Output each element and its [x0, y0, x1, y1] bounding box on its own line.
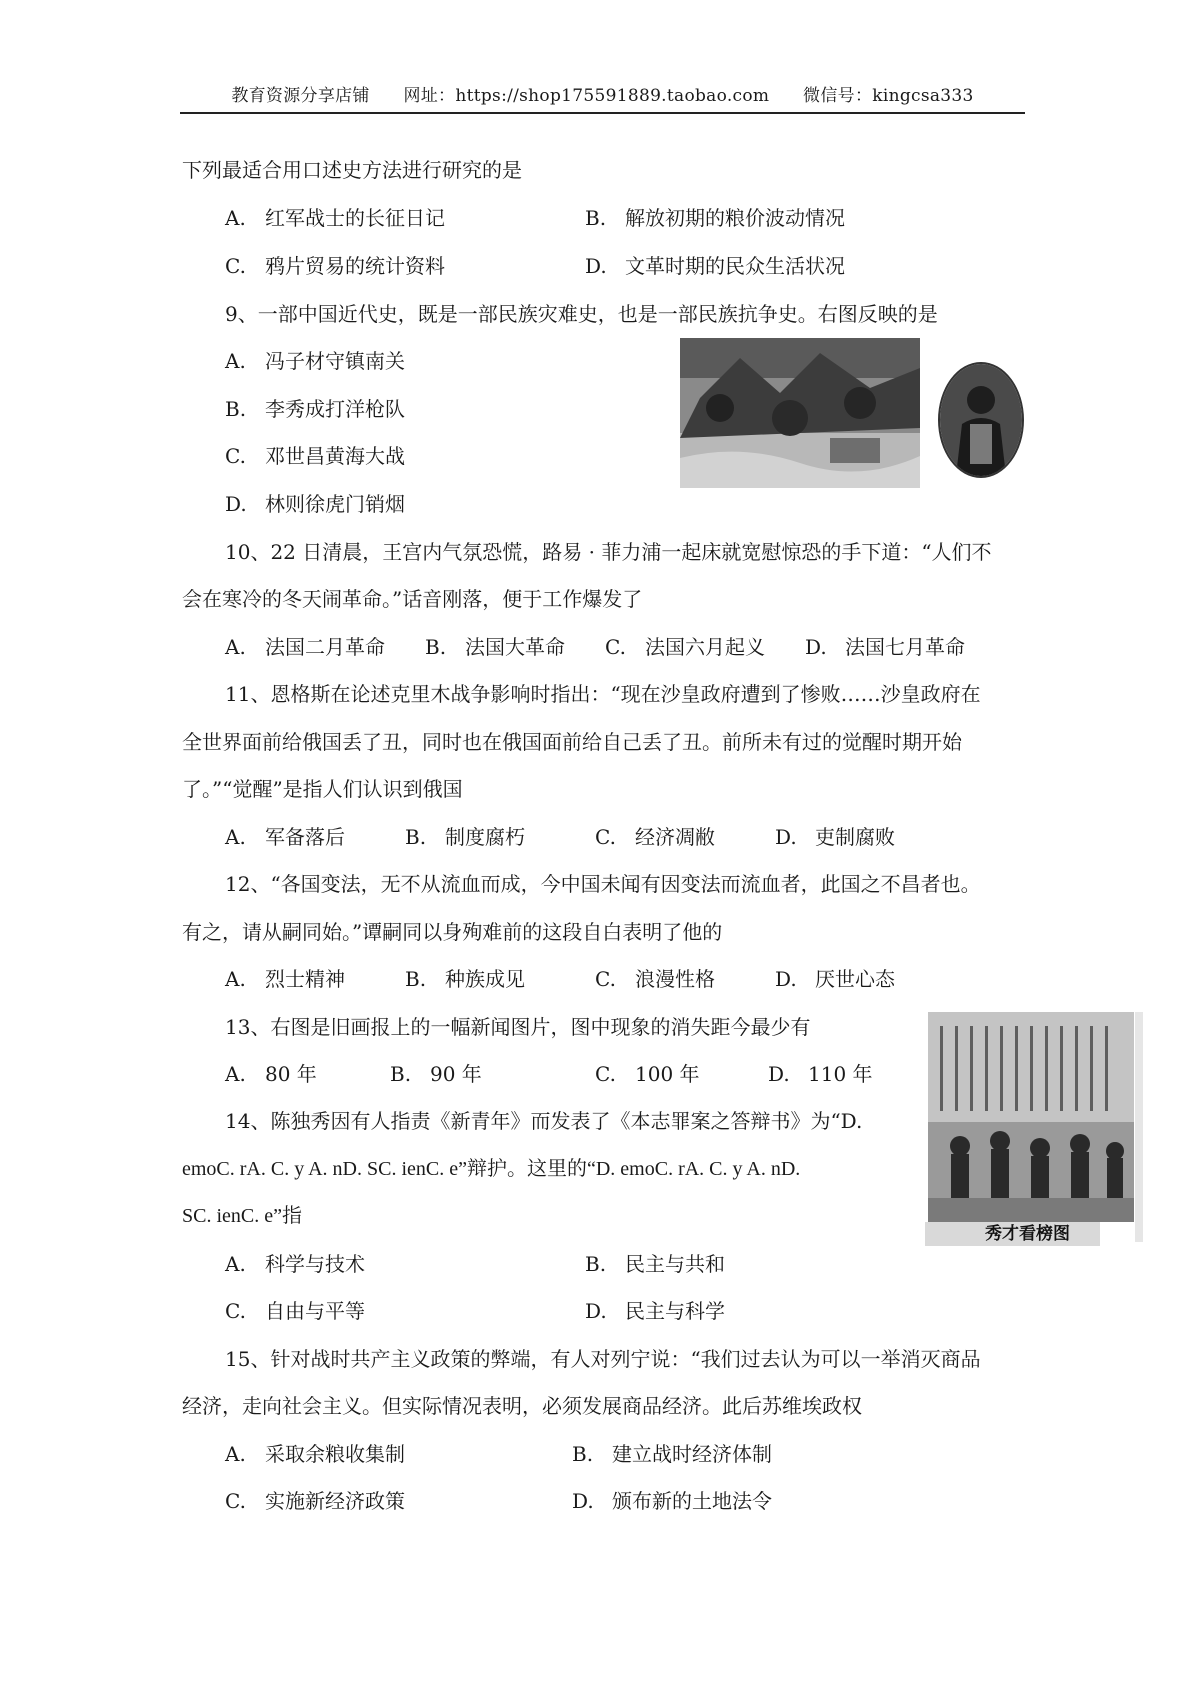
option-text: 邓世昌黄海大战: [265, 444, 405, 468]
q11-option-c: [595, 823, 715, 851]
option-key: B.: [572, 1442, 594, 1466]
option-text: 颁布新的土地法令: [612, 1489, 772, 1513]
option-key: C.: [225, 254, 246, 278]
option-text: 法国七月革命: [845, 635, 965, 659]
q12-option-d: [775, 965, 895, 993]
q15-stem-line2: 经济，走向社会主义。但实际情况表明，必须发展商品经济。此后苏维埃政权: [182, 1394, 862, 1418]
q10-option-c: [605, 633, 765, 661]
option-text: 100 年: [635, 1062, 700, 1086]
option-text: 自由与平等: [265, 1299, 365, 1323]
option-text: 90 年: [430, 1062, 482, 1086]
option-text: 80 年: [265, 1062, 317, 1086]
option-text: 法国大革命: [465, 635, 565, 659]
option-key: A.: [225, 1252, 246, 1276]
q10-option-d: [805, 633, 965, 661]
q10-stem-line1: 10、22 日清晨，王宫内气氛恐慌，路易 · 菲力浦一起床就宽慰惊恐的手下道：“人们不: [225, 540, 992, 564]
q14-option-c: [225, 1297, 365, 1325]
option-text: 采取余粮收集制: [265, 1442, 405, 1466]
q10-option-a: [225, 633, 385, 661]
q8-option-c: [225, 252, 445, 280]
option-text: 军备落后: [265, 825, 345, 849]
q9-option-b: [225, 395, 405, 423]
option-text: 110 年: [808, 1062, 873, 1086]
option-key: B.: [585, 1252, 607, 1276]
q9-option-a: [225, 347, 405, 375]
option-key: D.: [225, 492, 247, 516]
q13-option-a: [225, 1060, 317, 1088]
q14-stem-line3: SC. ienC. e”指: [182, 1205, 302, 1227]
option-key: D.: [775, 825, 797, 849]
q13-option-c: [595, 1060, 700, 1088]
shop-url: 网址：https://shop175591889.taobao.com: [403, 86, 770, 106]
option-text: 经济凋敝: [635, 825, 715, 849]
option-key: B.: [425, 635, 447, 659]
q15-option-d: [572, 1487, 772, 1515]
option-key: B.: [585, 206, 607, 230]
q11-stem-line3: 了。”“觉醒”是指人们认识到俄国: [182, 777, 463, 801]
q13-option-d: [768, 1060, 873, 1088]
q15-option-a: [225, 1440, 405, 1468]
option-text: 法国六月起义: [645, 635, 765, 659]
q12-option-c: [595, 965, 715, 993]
option-key: B.: [405, 825, 427, 849]
news-picture-image: [925, 1006, 1145, 1246]
option-key: C.: [595, 825, 616, 849]
option-text: 吏制腐败: [815, 825, 895, 849]
option-text: 科学与技术: [265, 1252, 365, 1276]
option-text: 李秀成打洋枪队: [265, 397, 405, 421]
option-key: D.: [805, 635, 827, 659]
q14-option-a: [225, 1250, 365, 1278]
q15-stem-line1: 15、针对战时共产主义政策的弊端，有人对列宁说：“我们过去认为可以一举消灭商品: [225, 1347, 981, 1371]
option-key: C.: [595, 1062, 616, 1086]
option-key: D.: [775, 967, 797, 991]
option-key: D.: [572, 1489, 594, 1513]
option-key: A.: [225, 1062, 246, 1086]
q15-option-c: [225, 1487, 405, 1515]
q15-option-b: [572, 1440, 772, 1468]
option-key: C.: [225, 444, 246, 468]
option-text: 民主与共和: [625, 1252, 725, 1276]
option-text: 冯子材守镇南关: [265, 349, 405, 373]
portrait-oval-image: [938, 362, 1024, 478]
q11-option-b: [405, 823, 525, 851]
option-text: 林则徐虎门销烟: [265, 492, 405, 516]
q11-stem-line1: 11、恩格斯在论述克里木战争影响时指出：“现在沙皇政府遭到了惨败……沙皇政府在: [225, 682, 981, 706]
option-key: B.: [225, 397, 247, 421]
q10-stem-line2: 会在寒冷的冬天闹革命。”话音刚落，便于工作爆发了: [182, 587, 643, 611]
option-key: A.: [225, 967, 246, 991]
q12-stem-line2: 有之，请从嗣同始。”谭嗣同以身殉难前的这段自白表明了他的: [182, 920, 723, 944]
option-text: 解放初期的粮价波动情况: [625, 206, 845, 230]
picture-caption: 秀才看榜图: [985, 1224, 1070, 1244]
option-key: C.: [595, 967, 616, 991]
q14-option-b: [585, 1250, 725, 1278]
q8-option-d: [585, 252, 845, 280]
option-key: C.: [225, 1299, 246, 1323]
q14-option-d: [585, 1297, 725, 1325]
option-key: C.: [225, 1489, 246, 1513]
option-text: 实施新经济政策: [265, 1489, 405, 1513]
option-text: 烈士精神: [265, 967, 345, 991]
option-text: 建立战时经济体制: [612, 1442, 772, 1466]
q8-stem: 下列最适合用口述史方法进行研究的是: [182, 158, 522, 182]
option-key: B.: [405, 967, 427, 991]
q14-stem-line2: emoC. rA. C. y A. nD. SC. ienC. e”辩护。这里的“D. emoC. rA. C. y A. nD.: [182, 1158, 801, 1180]
option-text: 民主与科学: [625, 1299, 725, 1323]
option-key: A.: [225, 349, 246, 373]
page-header: [180, 82, 1025, 114]
q11-option-a: [225, 823, 345, 851]
option-text: 文革时期的民众生活状况: [625, 254, 845, 278]
option-key: C.: [605, 635, 626, 659]
q12-option-a: [225, 965, 345, 993]
wechat-id: 微信号：kingcsa333: [803, 86, 974, 106]
option-key: D.: [768, 1062, 790, 1086]
q12-stem-line1: 12、“各国变法，无不从流血而成，今中国未闻有因变法而流血者，此国之不昌者也。: [225, 872, 981, 896]
q9-option-c: [225, 442, 405, 470]
option-key: A.: [225, 206, 246, 230]
option-text: 鸦片贸易的统计资料: [265, 254, 445, 278]
option-key: D.: [585, 254, 607, 278]
option-text: 红军战士的长征日记: [265, 206, 445, 230]
option-key: A.: [225, 825, 246, 849]
option-text: 浪漫性格: [635, 967, 715, 991]
shop-name: 教育资源分享店铺: [231, 86, 370, 106]
q12-option-b: [405, 965, 525, 993]
battle-scene-image: [680, 338, 920, 488]
option-key: A.: [225, 1442, 246, 1466]
q14-stem-line1: 14、陈独秀因有人指责《新青年》而发表了《本志罪案之答辩书》为“D.: [225, 1109, 863, 1133]
q9-option-d: [225, 490, 405, 518]
q13-option-b: [390, 1060, 482, 1088]
option-key: D.: [585, 1299, 607, 1323]
q13-stem: 13、右图是旧画报上的一幅新闻图片，图中现象的消失距今最少有: [225, 1015, 811, 1039]
option-text: 种族成见: [445, 967, 525, 991]
option-text: 厌世心态: [815, 967, 895, 991]
q8-option-b: [585, 204, 845, 232]
q9-stem: 9、一部中国近代史，既是一部民族灾难史，也是一部民族抗争史。右图反映的是: [225, 302, 938, 326]
q8-option-a: [225, 204, 445, 232]
option-text: 法国二月革命: [265, 635, 385, 659]
option-key: A.: [225, 635, 246, 659]
option-text: 制度腐朽: [445, 825, 525, 849]
option-key: B.: [390, 1062, 412, 1086]
q11-option-d: [775, 823, 895, 851]
q11-stem-line2: 全世界面前给俄国丢了丑，同时也在俄国面前给自己丢了丑。前所未有过的觉醒时期开始: [182, 730, 962, 754]
q10-option-b: [425, 633, 565, 661]
